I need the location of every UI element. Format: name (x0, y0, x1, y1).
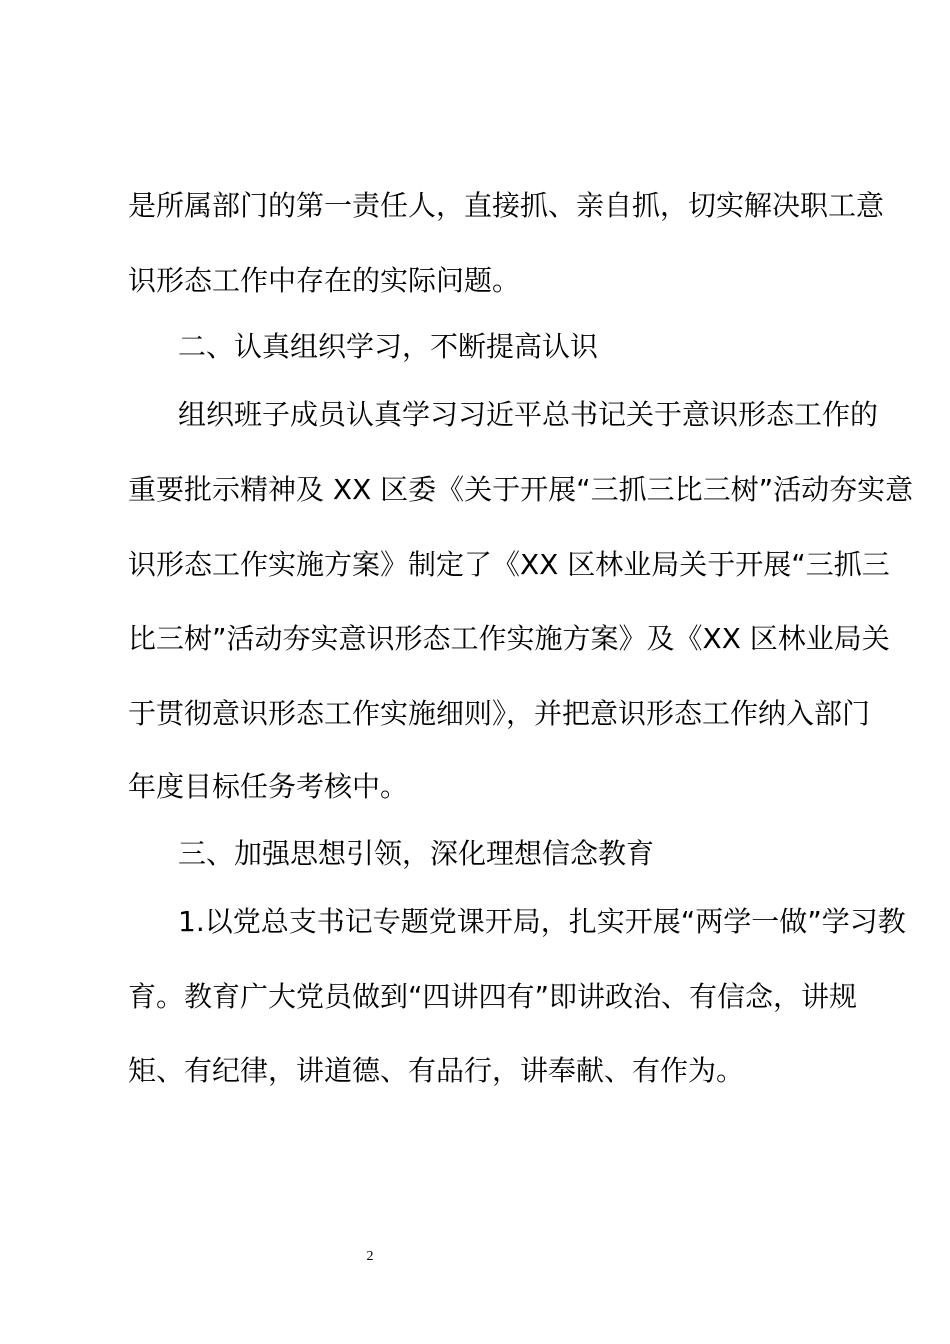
body-line-5: 识形态工作实施方案》制定了《XX 区林业局关于开展“三抓三 (128, 548, 890, 581)
section-heading-2: 二、认真组织学习，不断提高认识 (178, 330, 599, 363)
body-line-8: 年度目标任务考核中。 (128, 770, 409, 803)
body-line-6: 比三树”活动夯实意识形态工作实施方案》及《XX 区林业局关 (128, 622, 890, 655)
section-heading-3: 三、加强思想引领，深化理想信念教育 (178, 837, 655, 870)
body-line-10: 育。教育广大党员做到“四讲四有”即讲政治、有信念，讲规 (128, 980, 858, 1013)
body-line-2: 识形态工作中存在的实际问题。 (128, 264, 521, 297)
body-line-4: 重要批示精神及 XX 区委《关于开展“三抓三比三树”活动夯实意 (128, 473, 914, 506)
body-line-3: 组织班子成员认真学习习近平总书记关于意识形态工作的 (178, 398, 879, 431)
body-line-1: 是所属部门的第一责任人，直接抓、亲自抓，切实解决职工意 (128, 189, 885, 222)
body-line-9: 1.以党总支书记专题党课开局，扎实开展“两学一做”学习教 (178, 905, 906, 938)
page-number: 2 (366, 1249, 374, 1264)
body-line-7: 于贯彻意识形态工作实施细则》，并把意识形态工作纳入部门 (128, 697, 871, 730)
body-line-11: 矩、有纪律，讲道德、有品行，讲奉献、有作为。 (128, 1054, 745, 1087)
